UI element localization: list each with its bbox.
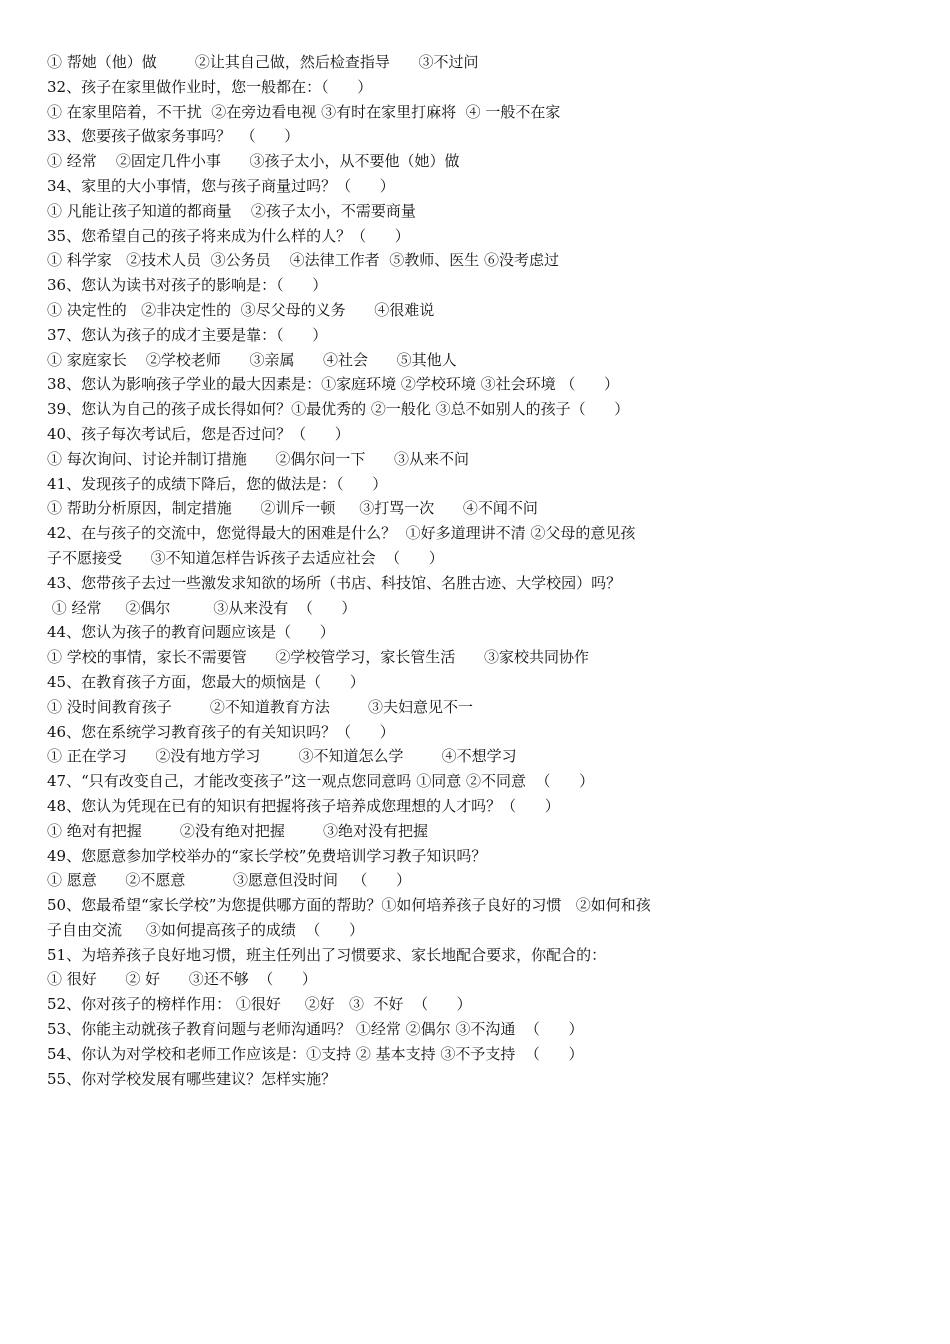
question-50-cont: 子自由交流 ③如何提高孩子的成绩 （ ） [47, 920, 364, 939]
question-35: 35、您希望自己的孩子将来成为什么样的人？（ ） [47, 226, 410, 245]
options-34: ① 凡能让孩子知道的都商量 ②孩子太小，不需要商量 [47, 201, 416, 220]
question-42-cont: 子不愿接受 ③不知道怎样告诉孩子去适应社会 （ ） [47, 548, 444, 567]
question-50: 50、您最希望“家长学校”为您提供哪方面的帮助？①如何培养孩子良好的习惯 ②如何和孩 [47, 896, 651, 915]
options-48: ① 绝对有把握 ②没有绝对把握 ③绝对没有把握 [47, 821, 429, 840]
question-53: 53、你能主动就孩子教育问题与老师沟通吗？ ①经常 ②偶尔 ③不沟通 （ ） [47, 1020, 584, 1039]
question-55: 55、你对学校发展有哪些建议？怎样实施？ [47, 1069, 337, 1088]
question-43: 43、您带孩子去过一些激发求知欲的场所（书店、科技馆、名胜古迹、大学校园）吗？ [47, 573, 622, 592]
question-47: 47、“只有改变自己，才能改变孩子”这一观点您同意吗 ①同意 ②不同意 （ ） [47, 772, 595, 791]
options-46: ① 正在学习 ②没有地方学习 ③不知道怎么学 ④不想学习 [47, 747, 517, 766]
question-51: 51、为培养孩子良好地习惯，班主任列出了习惯要求、家长地配合要求，你配合的： [47, 945, 607, 964]
question-42: 42、在与孩子的交流中，您觉得最大的困难是什么？ ①好多道理讲不清 ②父母的意见孩 [47, 524, 636, 543]
options-35: ① 科学家 ②技术人员 ③公务员 ④法律工作者 ⑤教师、医生 ⑥没考虑过 [47, 251, 559, 270]
question-32: 32、孩子在家里做作业时，您一般都在：（ ） [47, 77, 373, 96]
question-44: 44、您认为孩子的教育问题应该是（ ） [47, 623, 335, 642]
options-44: ① 学校的事情，家长不需要管 ②学校管学习，家长管生活 ③家校共同协作 [47, 648, 589, 667]
question-34: 34、家里的大小事情，您与孩子商量过吗？（ ） [47, 176, 395, 195]
question-36: 36、您认为读书对孩子的影响是：（ ） [47, 276, 328, 295]
question-49: 49、您愿意参加学校举办的“家长学校”免费培训学习教子知识吗？ [47, 846, 487, 865]
question-54: 54、你认为对学校和老师工作应该是：①支持 ② 基本支持 ③不予支持 （ ） [47, 1044, 584, 1063]
question-52: 52、你对孩子的榜样作用： ①很好 ②好 ③ 不好 （ ） [47, 995, 472, 1014]
question-37: 37、您认为孩子的成才主要是靠：（ ） [47, 325, 328, 344]
options-49: ① 愿意 ②不愿意 ③愿意但没时间 （ ） [47, 871, 411, 890]
question-40: 40、孩子每次考试后，您是否过问？（ ） [47, 424, 350, 443]
question-38: 38、您认为影响孩子学业的最大因素是：①家庭环境 ②学校环境 ③社会环境 （ ） [47, 375, 620, 394]
question-33: 33、您要孩子做家务事吗？ （ ） [47, 127, 300, 146]
options-43: ① 经常 ②偶尔 ③从来没有 （ ） [47, 598, 357, 617]
question-41: 41、发现孩子的成绩下降后，您的做法是：（ ） [47, 474, 388, 493]
options-51: ① 很好 ② 好 ③还不够 （ ） [47, 970, 317, 989]
question-48: 48、您认为凭现在已有的知识有把握将孩子培养成您理想的人才吗？（ ） [47, 796, 560, 815]
options-40: ① 每次询问、讨论并制订措施 ②偶尔问一下 ③从来不问 [47, 449, 469, 468]
options-36: ① 决定性的 ②非决定性的 ③尽父母的义务 ④很难说 [47, 300, 435, 319]
question-39: 39、您认为自己的孩子成长得如何？①最优秀的 ②一般化 ③总不如别人的孩子（ ） [47, 400, 630, 419]
options-32: ① 在家里陪着，不干扰 ②在旁边看电视 ③有时在家里打麻将 ④ 一般不在家 [47, 102, 561, 121]
question-46: 46、您在系统学习教育孩子的有关知识吗？（ ） [47, 722, 395, 741]
options-37: ① 家庭家长 ②学校老师 ③亲属 ④社会 ⑤其他人 [47, 350, 457, 369]
questionnaire-page [47, 50, 907, 1091]
options-41: ① 帮助分析原因，制定措施 ②训斥一顿 ③打骂一次 ④不闻不问 [47, 499, 538, 518]
option-line-q31: ① 帮她（他）做 ②让其自己做，然后检查指导 ③不过问 [47, 53, 479, 71]
options-33: ① 经常 ②固定几件小事 ③孩子太小，从不要他（她）做 [47, 152, 460, 171]
options-45: ① 没时间教育孩子 ②不知道教育方法 ③夫妇意见不一 [47, 697, 474, 716]
question-45: 45、在教育孩子方面，您最大的烦恼是（ ） [47, 672, 365, 691]
